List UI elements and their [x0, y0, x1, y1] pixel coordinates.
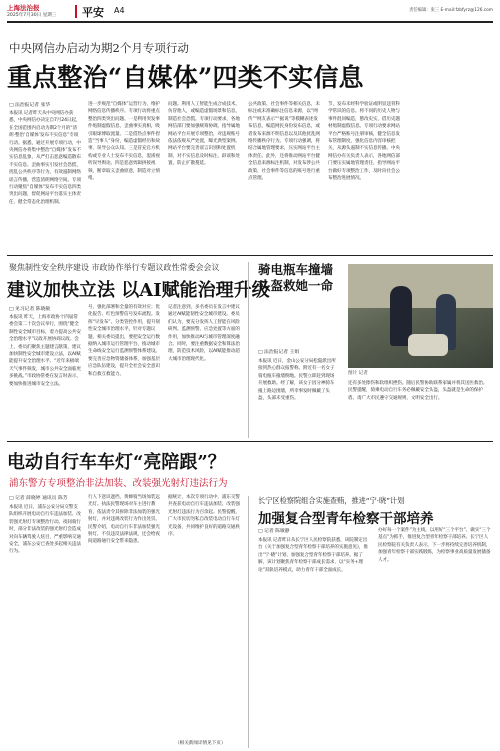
- story2-column-2: 号，强化部署和全量的有效对应；优化报告、红色预警信号发布流程。发挥“早发布”、分类管控作用，提升韧性安全城市治理水平。针对专题议题，相关委员提出，要把安全运行数据纳入城市运行管理平台，推动城市生命线安全运行监测预警体系建设。要完善应急物资储备体系，加强基层应急队伍建设，提升全社会安全意识和自救互救能力。: [88, 305, 160, 377]
- story4-column-1: 本报讯 近日，浦东公安分局交警支队组织开展电动自行车违法加装、改装强光射灯专项整治行动。夜间骑行时，部分非法改装的强光射灯会造成对向车辆驾驶人炫目，严重影响交通安全，浦东公安已查处多起相关违法行为。: [9, 505, 81, 555]
- story1-column-4: 公共政策、社会事件等相关信息，未标注或未准确标注信息来源，以“网传”“网友表示”“据说”等模糊表述发布信息，编造网民身份发布信息，或者发布来源不明信息以及其他扰乱网络传播秩序行为。专项行动强调，将结合属地管理要求，压实网站平台主体责任。此外，还将推动网站平台健全信息来源标注机制，对发布涉公共政策、社会事件等信息的账号进行重点管理。: [248, 102, 320, 182]
- story1-column-5: 节，发布未经科学验证或明显违背科学常识的信息。将不同的历史人物与事件混同编造，篡改史实，借历史题材炮制虚假信息。专项行动要求网站平台严格账号注册审核，健全信息发布管理制度，强化信息内容审核把关，从源头遏制不实信息传播。中央网信办有关负责人表示，各地网信部门要压实属地管理责任，指导网站平台做好专项整治工作，及时向社会公布整治进展情况。: [328, 102, 400, 182]
- story4-column-3: 据统计，本次专项行动中，浦东交警共查获电动自行车违法加装、改装强光射灯违法行为百余起。民警提醒，广大市民切勿私自改装电动自行车灯光设备，共同维护良好的道路交通秩序。: [168, 495, 240, 538]
- story2-column-3: 记者注意到，多名委员在发言中建议通过AI赋能韧性安全城市建设。委员们认为，要充分发挥人工智能在风险研判、监测预警、应急处置等方面的作用，加快推动AI与城市管理深度融合。同时，要注重数据安全和算法治理，防范技术风险，以AI赋能推动超大城市治理现代化。: [168, 305, 240, 362]
- story1-headline: 重点整治“自媒体”四类不实信息: [7, 63, 364, 92]
- column-rule-bottom: [248, 496, 249, 748]
- story-changning-procuratorate: [250, 0, 495, 751]
- section-name: 平安: [82, 6, 104, 19]
- story3-column-2: 还有多处擦伤和软组织挫伤。随后民警协助联系家属并将其送医救治。民警提醒，骑乘电动自行车务必佩戴安全头盔，头盔就是生命的保护盾。请广大市民遵守交通规则，文明安全出行。: [348, 381, 488, 401]
- continued-note: （相关新闻详情见下页）: [175, 741, 226, 746]
- photo-caption: 图片 记者: [348, 371, 368, 376]
- story5-column-2: 办好每一个案件”为主线，以用好“三个平台”、做实“三个基点”为抓手，推进复合型青年检察干部培养。长宁区人民检察院有关负责人表示，下一步将持续完善培养机制，加强青年检察干部实践锻炼，为检察事业高质量发展储备人才。: [378, 528, 491, 563]
- story5-kicker: 长宁区检察院组合实施查贿，推进“宁·晓”计划: [258, 496, 405, 505]
- story3-column-1: 本报讯 近日，金山公安分局松隐派出所接到热心群众报警称，附近有一名女子骑电瓶车撞墙倒地。民警立即赶到现场开展救助。经了解，该女子因分神骑车撞上路边围墙，所幸事发时佩戴了头盔，头部未受重伤。: [258, 359, 336, 402]
- story4-column-2: 行人下意识遮挡，黄婶骑当场加装远光灯。执法民警现场对车主进行教育，依法责令其拆除非法加装的强光射灯，并对违规改装行为作出处罚。民警介绍，电动自行车非法加装强光射灯，不仅违反法律法规，还会给夜间道路通行安全带来隐患。: [88, 495, 160, 545]
- story2-headline: 建议加快立法 以AI赋能治理升级: [7, 280, 270, 301]
- newspaper-logo: 上海法治报: [7, 4, 40, 12]
- story5-headline: 加强复合型青年检察干部培养: [258, 511, 434, 527]
- story1-column-3: 问题。利用人工智能生成合成技术，仿冒他人，或编造虚假场景和信息，制造社会恐慌。专项行动要求，各地网信部门要加强统筹协调，指导属地网站平台开展专项整治，对违规账号依法依规从严处置，曝光典型案例。网站平台要完善谣言识别和处置机制，对不实信息及时标注、辟谣和处置，防止扩散蔓延。: [168, 102, 240, 167]
- page-number: A4: [114, 6, 125, 15]
- editor-info: 责任编辑：张三 E-mail:fzbfyrz@126.com: [409, 8, 493, 13]
- story1-column-1: 本报讯 记者昨天从中央网信办获悉，中央网信办决定自7月24日起，在全国范围内启动为期2个月的“清朗·整治‘自媒体’发布不实信息”专项行动。据悉，通过开展专项行动，中央网信办将集中整治“自媒体”发布不实信息乱象，从严打击恶意编造散布不实信息、歪曲事实引发社会恐慌、扰乱公共秩序等行为，有效遏制网络谣言传播，营造清朗网络空间。专项行动聚焦“自媒体”发布不实信息四类突出问题，督促网站平台落实主体责任，健全常态化治理机制。: [9, 111, 81, 205]
- story5-column-1: 本报讯 记者昨日从长宁区人民检察院获悉，该院制定出台《关于加强复合型青年检察干部培养的实施意见》，推出“宁·晓”计划，加强复合型青年检察干部培养。据了解，该计划聚焦青年检察干部成长需求，以“实务+理论”双轨培养模式，助力青年干部全面成长。: [258, 538, 369, 573]
- story4-subhead: 浦东警方专项整治非法加装、改装强光射灯违法行为: [9, 478, 228, 489]
- story1-byline: □ 法治报记者 张华: [9, 103, 51, 108]
- story2-kicker: 聚焦制性安全秩序建设 市政协作举行专题议政性常委会会议: [9, 263, 220, 272]
- story2-byline: □ 见习记者 陈晓敏: [9, 307, 51, 312]
- story2-column-1: 本报讯 昨天，上海市政协十四届常委会第二十次会议举行，围绕“健全制性安全城市目标，着力提高公共安全治理水平”议政开展协商议政。会上，委员们聚焦主题建言献策，建议加快制性安全城市建设立法，以AI赋能提升安全治理水平。“近年来极端天气事件频发，城市公共安全面临更多挑战。”市政协常委在发言时表示，要加快推进城市安全立法。: [9, 315, 81, 387]
- story1-kicker: 中央网信办启动为期2个月专项行动: [9, 41, 189, 55]
- story1-column-2: 进一步规范“自媒体”运营行为，维护网络信息传播秩序。专项行动将重点整治四类突出问题。一是利用突发事件炮制虚假信息，歪曲事实真相，吸引眼球博取流量。二是借热点事件捏造“当事人”身份，编造虚假经历和故事，误导公众认知。三是冒充官方机构或专业人士发布不实信息，混淆视听误导舆论。四是恶意剪辑拼接视频，断章取义歪曲原意，制造对立情绪。: [88, 102, 160, 182]
- story3-headline: 骑电瓶车撞墙 头盔救她一命: [258, 262, 334, 293]
- story5-byline: □ 记者 陈敏静: [258, 529, 290, 534]
- story4-byline: □ 记者 薛晓婷 通讯员 陈芳: [9, 496, 68, 501]
- story4-headline: 电动自行车车灯“亮陪跟”？: [7, 452, 226, 473]
- issue-date: 2025年7月30日 星期三: [7, 13, 57, 18]
- story3-byline: □ 法治报记者 王娟: [258, 350, 300, 355]
